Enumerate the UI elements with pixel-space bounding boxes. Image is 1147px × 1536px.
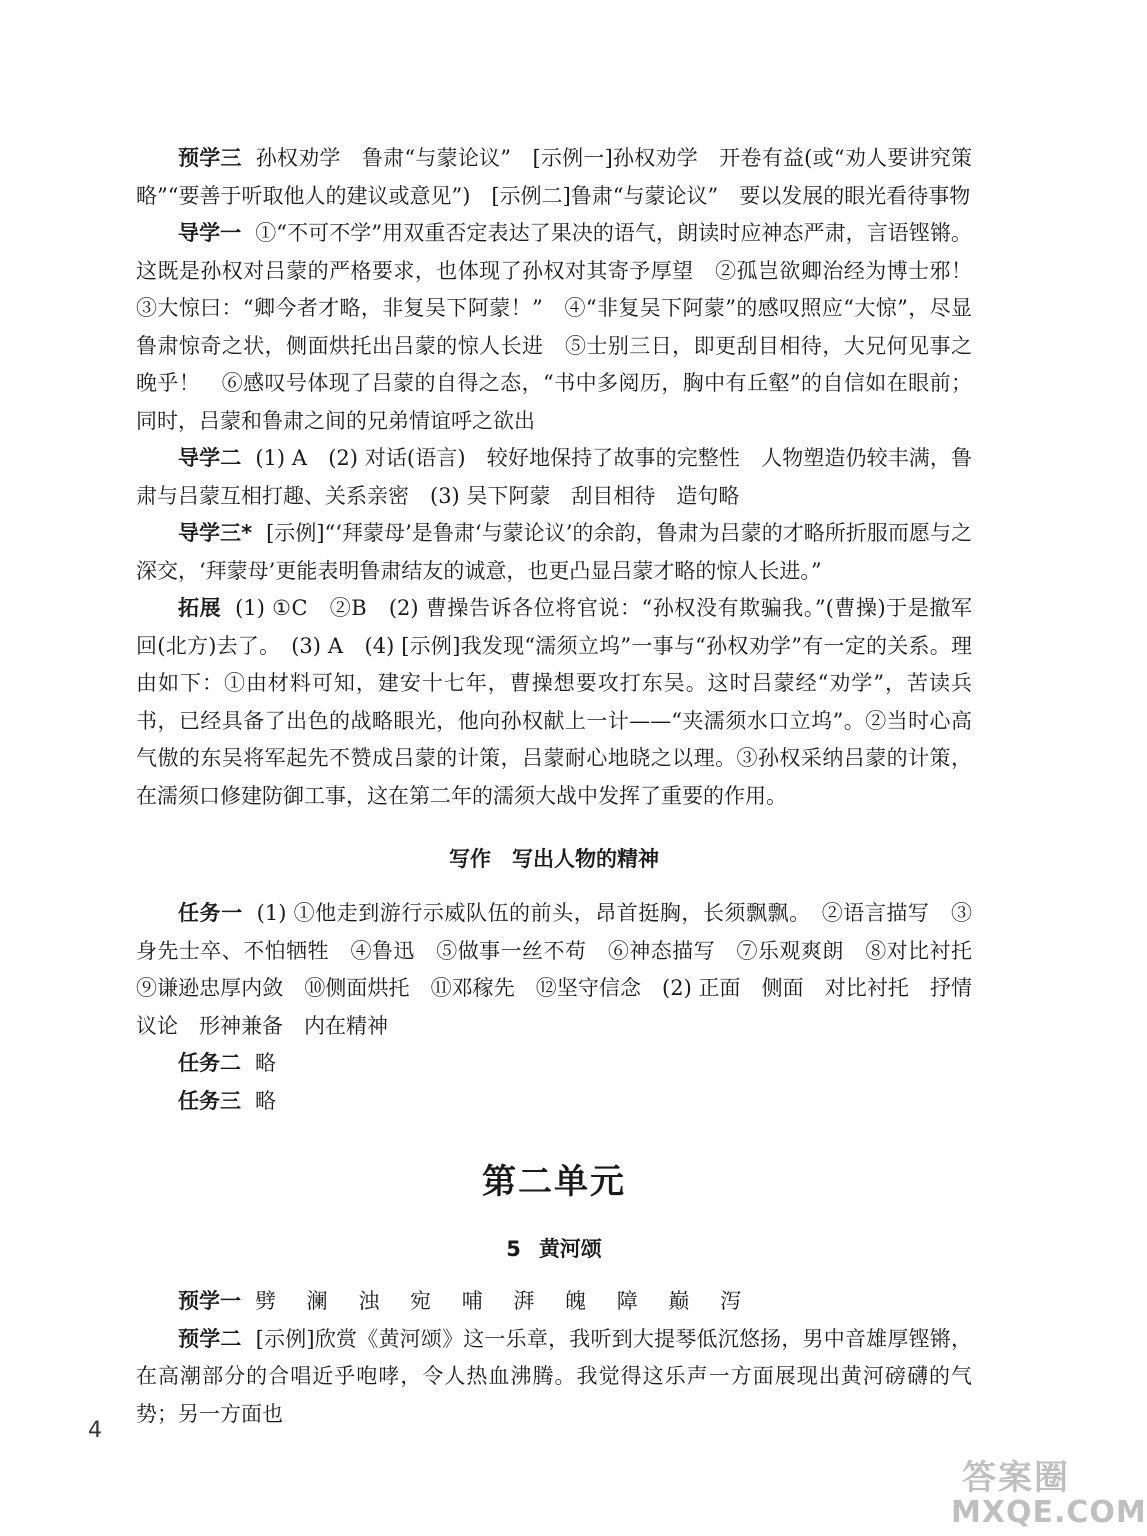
section-title: 写作 写出人物的精神 [449, 847, 659, 871]
answer-label: 预学三 [178, 146, 242, 170]
answer-text: (1) A (2) 对话(语言) 较好地保持了故事的完整性 人物塑造仍较丰满，鲁肃与吕蒙互相打趣、关系亲密 (3) 吴下阿蒙 刮目相待 造句略 [136, 446, 972, 508]
answer-text: 劈 澜 浊 宛 哺 湃 魄 障 巅 泻 [255, 1289, 754, 1313]
answer-label: 任务三 [178, 1088, 241, 1113]
answer-text: 孙权劝学 鲁肃“与蒙论议” [示例一]孙权劝学 开卷有益(或“劝人要讲究策略”“要善于听取他人的建议或意见”) [示例二]鲁肃“与蒙论议” 要以发展的眼光看待事物 [136, 146, 972, 208]
lesson-heading [136, 1233, 972, 1263]
answer-block-yuxue2 [136, 1321, 972, 1434]
unit-title: 第二单元 [482, 1162, 626, 1202]
answer-label: 预学二 [178, 1326, 242, 1351]
watermark-line2: MXQE.COM [951, 1494, 1147, 1530]
answer-block-yuxue3 [136, 140, 972, 215]
answer-text: 略 [255, 1088, 276, 1113]
answer-label: 拓展 [178, 596, 222, 620]
page-content [136, 140, 993, 1433]
answer-text: (1) ①他走到游行示威队伍的前头，昂首挺胸，长须飘飘。 ②语言描写 ③身先士卒、不怕牺牲 ④鲁迅 ⑤做事一丝不苟 ⑥神态描写 ⑦乐观爽朗 ⑧对比衬托 ⑨谦逊忠厚内敛 ⑩侧面烘托 ⑪邓稼先 ⑫坚守信念 (2) 正面 侧面 对比衬托 抒情议论 形神兼备 内在精神 [136, 901, 993, 1038]
watermark-logo [951, 1457, 1147, 1530]
answer-text: 略 [255, 1051, 276, 1075]
answer-block-daoxue3 [136, 515, 972, 590]
watermark-line1: 答案圈 [962, 1457, 1070, 1498]
page-number: 4 [88, 1418, 102, 1443]
answer-label: 预学一 [178, 1289, 241, 1313]
answer-block-daoxue1 [136, 215, 993, 440]
answer-block-daoxue2 [136, 440, 972, 515]
answer-text: [示例]欣赏《黄河颂》这一乐章，我听到大提琴低沉悠扬，男中音雄厚铿锵，在高潮部分的合唱近乎咆哮，令人热血沸腾。我觉得这乐声一方面展现出黄河磅礴的气势；另一方面也 [136, 1326, 973, 1426]
answer-text: [示例]“‘拜蒙母’是鲁肃‘与蒙论议’的余韵，鲁肃为吕蒙的才略所折服而愿与之深交，‘拜蒙母’更能表明鲁肃结友的诚意，也更凸显吕蒙才略的惊人长进。” [136, 521, 972, 583]
answer-block-yuxue1 [136, 1283, 972, 1321]
answer-label: 导学二 [178, 446, 242, 470]
answer-label: 任务二 [178, 1051, 241, 1075]
answer-block-renwu1 [136, 895, 993, 1045]
answer-label: 导学三* [178, 521, 253, 545]
lesson-title: 黄河颂 [538, 1237, 602, 1261]
answer-block-tuozhan [136, 590, 972, 815]
answer-text: ①“不可不学”用双重否定表达了果决的语气，朗读时应神态严肃，言语铿锵。这既是孙权对吕蒙的严格要求，也体现了孙权对其寄予厚望 ②孤岂欲卿治经为博士邪！ ③大惊曰：“卿今者才略，非复吴下阿蒙！” ④“非复吴下阿蒙”的感叹照应“大惊”，尽显鲁肃惊奇之状，侧面烘托出吕蒙的惊人长进 ⑤士别三日，即更刮目相待，大兄何见事之晚乎！ ⑥感叹号体现了吕蒙的自得之态，“书中多阅历，胸中有丘壑”的自信如在眼前；同时，吕蒙和鲁肃之间的兄弟情谊呼之欲出 [136, 221, 993, 433]
answer-label: 任务一 [178, 901, 243, 925]
lesson-number: 5 [506, 1237, 521, 1261]
answer-block-renwu2 [136, 1045, 972, 1083]
answer-label: 导学一 [178, 221, 242, 245]
answer-text: (1) ①C ②B (2) 曹操告诉各位将官说：“孙权没有欺骗我。”(曹操)于是撤军回(北方)去了。 (3) A (4) [示例]我发现“濡须立坞”一事与“孙权劝学”有一定的关系。理由如下：①由材料可知，建安十七年，曹操想要攻打东吴。这时吕蒙经“劝学”，苦读兵书，已经具备了出色的战略眼光，他向孙权献上一计——“夹濡须水口立坞”。②当时心高气傲的东吴将军起先不赞成吕蒙的计策，吕蒙耐心地晓之以理。③孙权采纳吕蒙的计策，在濡须口修建防御工事，这在第二年的濡须大战中发挥了重要的作用。 [136, 596, 972, 808]
answer-block-renwu3 [136, 1083, 972, 1121]
